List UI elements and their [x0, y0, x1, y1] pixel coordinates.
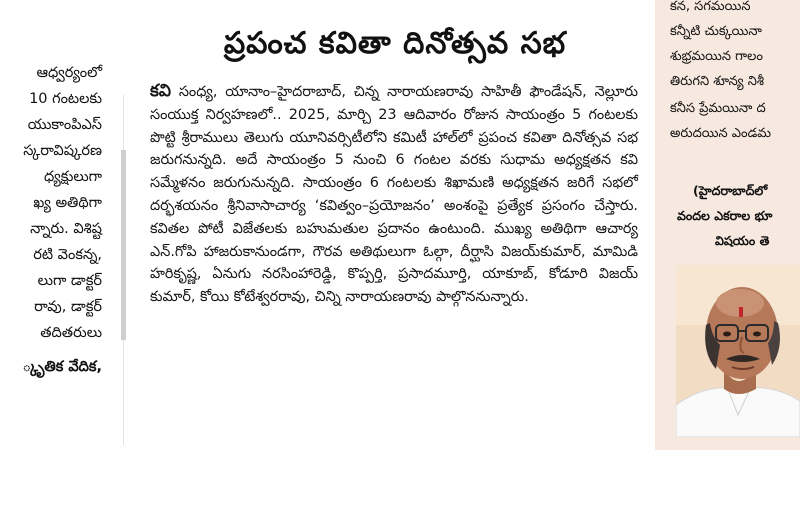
- author-photo: [676, 265, 800, 437]
- article-text: సంధ్య, యానాం–హైదరాబాద్, చిన్న నారాయణరావు సాహితీ ఫౌండేషన్, నెల్లూరు సంయుక్త నిర్వహణలో.. 2025, మార్చి 23 ఆదివారం రోజున సాయంత్రం 5 గంటలకు పొట్టి శ్రీరాములు తెలుగు యూనివర్సిటీలోని కమిటీ హాల్‌లో ప్రపంచ కవితా దినోత్సవ సభ జరుగనున్నది. అదే సాయంత్రం 5 నుంచి 6 గంటల వరకు సుధామ అధ్యక్షతన కవి సమ్మేళనం జరుగునున్నది. సాయంత్రం 6 గంటలకు శిఖామణి అధ్యక్షతన జరిగే సభలో దర్భశయనం శ్రీనివాసాచార్య ‘కవిత్వం–ప్రయోజనం’ అంశంపై ప్రత్యేక ప్రసంగం చేస్తారు. కవితల పోటీ విజేతలకు బహుమతుల ప్రదానం ఉంటుంది. ముఖ్య అతిథిగా ఆచార్య ఎన్.గోపి హాజరుకానుండగా, గౌరవ అతిథులుగా ఓల్గా, దీర్ఘాసి విజయ్‌కుమార్, మామిడి హరికృష్ణ, ఏనుగు నరసింహారెడ్డి, కొప్పర్తి, ప్రసాదమూర్తి, యాకూబ్, కోడూరి విజయ్ కుమార్, కోయి కోటేశ్వరరావు, చిన్ని నారాయణరావు పాల్గొననున్నారు.: [150, 84, 638, 306]
- caption-line: వందల ఎకరాల భూ: [677, 208, 773, 223]
- left-column-line: యుకాంపిఎస్: [27, 117, 102, 133]
- poem-line: శుభ్రమయిన గాలం: [670, 49, 763, 64]
- left-column-line: 10 గంటలకు: [29, 91, 102, 107]
- article-lead: కవి: [150, 81, 171, 101]
- left-column-line: స్కరావిష్కరణ: [23, 143, 102, 159]
- poem-line: కనీస ప్రేమయినా ద: [670, 101, 766, 116]
- left-column-line: న్నారు. విశిష్ట: [30, 221, 102, 237]
- poem-line: కన్నీటి చుక్కయినా: [670, 24, 762, 39]
- caption-line: (హైదరాబాద్‌లో: [693, 183, 768, 198]
- left-column-line: లుగా డాక్టర్: [37, 273, 102, 289]
- poem-line: తిరుగని శూన్య నిశీ: [670, 74, 764, 89]
- left-column-signature: ్కృతిక వేదిక,: [22, 359, 102, 375]
- headline: ప్రపంచ కవితా దినోత్సవ సభ: [223, 26, 567, 61]
- photo-caption: [655, 178, 800, 253]
- poem-excerpt-bottom: [670, 96, 800, 146]
- left-column-line: ఆధ్వర్యంలో: [36, 65, 102, 81]
- poem-line: అరుదయిన ఎండమ: [670, 126, 771, 141]
- left-column-line: ఖ్య అతిథిగా: [33, 195, 102, 211]
- left-column-line: ధ్యక్షులుగా: [43, 169, 102, 185]
- poem-line: కన, సగమయిన: [670, 0, 751, 14]
- left-column-line: తదితరులు: [40, 325, 102, 341]
- left-column-line: రటి వెంకన్న,: [33, 247, 102, 263]
- column-divider-bar: [121, 150, 126, 340]
- article-body: [150, 80, 638, 309]
- left-column-line: రావు, డాక్టర్: [34, 299, 102, 315]
- left-column-fragment: [0, 60, 108, 440]
- caption-line: విషయం తె: [715, 233, 770, 248]
- poem-excerpt-top: [670, 0, 800, 94]
